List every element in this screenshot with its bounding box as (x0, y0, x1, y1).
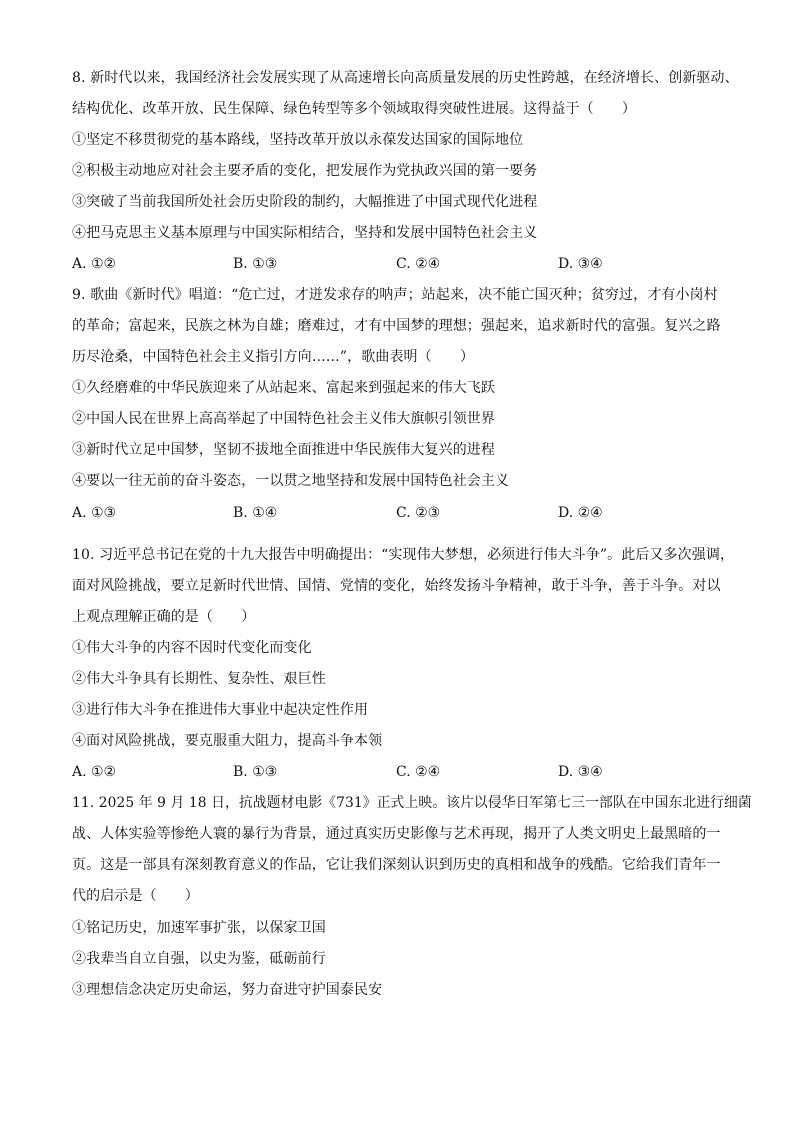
question-8-statement-1: ①坚定不移贯彻党的基本路线，坚持改革开放以永葆发达国家的国际地位 (72, 132, 524, 148)
question-10-stem-line-1: 10. 习近平总书记在党的十九大报告中明确提出：“实现伟大梦想，必须进行伟大斗争”。此后又多次强调， (72, 547, 735, 563)
question-11-stem-line-3: 页。这是一部具有深刻教育意义的作品，它让我们深刻认识到历史的真相和战争的残酷。它给我们青年一 (72, 857, 721, 873)
question-8-statement-2: ②积极主动地应对社会主要矛盾的变化，把发展作为党执政兴国的第一要务 (72, 163, 538, 179)
question-10-statement-2: ②伟大斗争具有长期性、复杂性、艰巨性 (72, 671, 326, 687)
question-11-stem-line-2: 战、人体实验等惨绝人寰的暴行为背景，通过真实历史影像与艺术再现，揭开了人类文明史上最黑暗的一 (72, 826, 721, 842)
question-11-statement-1: ①铭记历史，加速军事扩张，以保家卫国 (72, 920, 326, 936)
question-10-option-a: A. ①② (72, 764, 117, 780)
question-9-statement-1: ①久经磨难的中华民族迎来了从站起来、富起来到强起来的伟大飞跃 (72, 380, 495, 396)
question-9-stem-line-1: 9. 歌曲《新时代》唱道：“危亡过，才迸发求存的呐声；站起来，决不能亡国灭种；贫穷过，才有小岗村 (72, 287, 718, 303)
question-9-statement-3: ③新时代立足中国梦，坚韧不拔地全面推进中华民族伟大复兴的进程 (72, 442, 495, 458)
question-9-option-c: C. ②③ (396, 505, 441, 521)
question-10-option-c: C. ②④ (396, 764, 441, 780)
question-11-stem-line-4: 代的启示是（ ） (72, 888, 199, 904)
question-8-statement-3: ③突破了当前我国所处社会历史阶段的制约，大幅推进了中国式现代化进程 (72, 194, 538, 210)
question-8-stem-line-2: 结构优化、改革开放、民生保障、绿色转型等多个领域取得突破性进展。这得益于（ ） (72, 101, 636, 117)
question-11-stem-line-1: 11. 2025 年 9 月 18 日，抗战题材电影《731》正式上映。该片以侵华日军第七三一部队在中国东北进行细菌 (72, 795, 752, 811)
question-10-stem-line-2: 面对风险挑战，要立足新时代世情、国情、党情的变化，始终发扬斗争精神，敢于斗争，善于斗争。对以 (72, 578, 721, 594)
question-10-option-b: B. ①③ (233, 764, 278, 780)
question-9-statement-4: ④要以一往无前的奋斗姿态，一以贯之地坚持和发展中国特色社会主义 (72, 473, 510, 489)
question-10-stem-line-3: 上观点理解正确的是（ ） (72, 609, 256, 625)
question-8-stem-line-1: 8. 新时代以来，我国经济社会发展实现了从高速增长向高质量发展的历史性跨越，在经济增长、创新驱动、 (72, 70, 739, 86)
question-9-stem-line-2: 的革命；富起来，民族之林为自雄；磨难过，才有中国梦的理想；强起来，追求新时代的富强。复兴之路 (72, 318, 721, 334)
question-9-option-d: D. ②④ (558, 505, 603, 521)
question-11-statement-3: ③理想信念决定历史命运，努力奋进守护国泰民安 (72, 982, 383, 998)
question-9-statement-2: ②中国人民在世界上高高举起了中国特色社会主义伟大旗帜引领世界 (72, 411, 495, 427)
question-10-option-d: D. ③④ (558, 764, 603, 780)
question-10-statement-1: ①伟大斗争的内容不因时代变化而变化 (72, 640, 312, 656)
question-10-statement-3: ③进行伟大斗争在推进伟大事业中起决定性作用 (72, 702, 369, 718)
question-8-option-b: B. ①③ (233, 256, 278, 272)
question-10-statement-4: ④面对风险挑战，要克服重大阻力，提高斗争本领 (72, 733, 383, 749)
question-8-option-c: C. ②④ (396, 256, 441, 272)
question-8-option-d: D. ③④ (558, 256, 603, 272)
question-8-statement-4: ④把马克思主义基本原理与中国实际相结合，坚持和发展中国特色社会主义 (72, 225, 538, 241)
question-9-stem-line-3: 历尽沧桑，中国特色社会主义指引方向……”，歌曲表明（ ） (72, 349, 475, 365)
question-9-option-b: B. ①④ (233, 505, 278, 521)
question-11-statement-2: ②我辈当自立自强，以史为鉴，砥砺前行 (72, 951, 326, 967)
question-8-option-a: A. ①② (72, 256, 117, 272)
question-9-option-a: A. ①③ (72, 505, 117, 521)
